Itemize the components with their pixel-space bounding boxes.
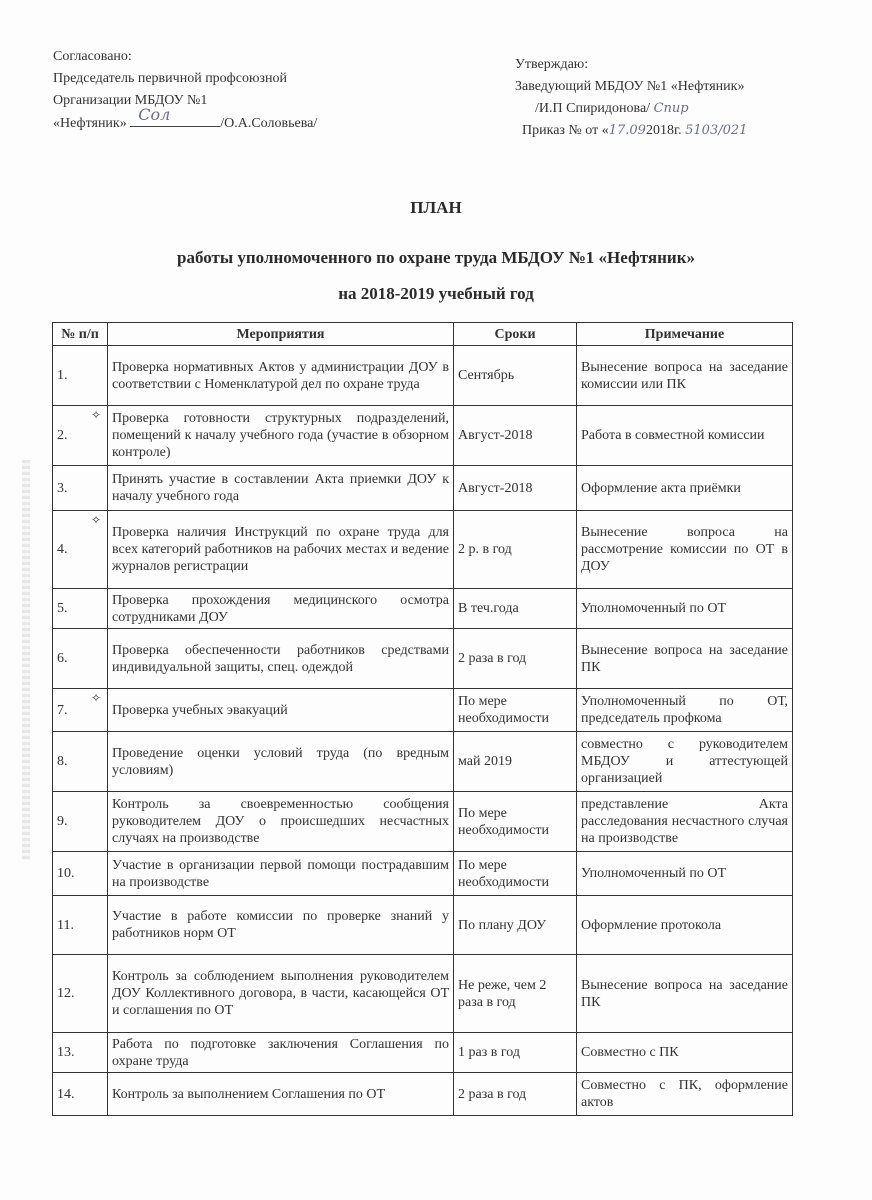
row-note [577,406,793,466]
document-subtitle: работы уполномоченного по охране труда МБДОУ №1 «Нефтяник» [177,248,695,267]
approval-right-line2: Заведующий МБДОУ №1 «Нефтяник» [515,79,745,94]
row-activity [108,955,454,1033]
row-number-text: 9. [57,814,68,829]
row-activity-text: Проверка обеспеченности работников средствами индивидуальной защиты, спец. одеждой [112,642,449,675]
table-body [53,346,793,1116]
row-activity [108,1073,454,1116]
row-note [577,511,793,589]
row-term-text: По мере необходимости [458,694,550,726]
row-term-text: По плану ДОУ [458,917,547,933]
row-activity [108,732,454,792]
row-term-text: Август-2018 [458,428,533,443]
table-row [53,629,793,689]
table-row [53,792,793,852]
row-number-text: 6. [57,651,68,666]
row-activity [108,466,454,511]
row-term [454,689,577,732]
row-note-text: Совместно с ПК [581,1045,679,1060]
row-note-text: Вынесение вопроса на заседание ПК [581,642,788,675]
header-activity: Мероприятия [108,323,454,346]
row-note [577,589,793,629]
row-term [454,955,577,1033]
row-number-text: 13. [57,1045,75,1060]
row-term [454,1073,577,1116]
approval-left-line3: Организации МБДОУ №1 [53,93,208,108]
row-number-text: 11. [57,917,74,933]
row-activity [108,896,454,955]
row-number [53,896,108,955]
row-term [454,852,577,896]
row-number-text: 14. [57,1086,75,1102]
row-number [53,466,108,511]
star-mark-icon: ✧ [90,408,101,422]
signature-left: Сол [138,105,171,124]
approval-right-name: /И.П Спиридонова/ [535,101,651,116]
row-term [454,589,577,629]
row-term-text: Август-2018 [458,480,533,496]
row-activity-text: Участие в организации первой помощи пострадавшим на производстве [112,857,449,890]
approval-right-line3 [515,98,747,120]
row-number-text: 1. [57,368,68,383]
approval-left-line1: Согласовано: [53,49,132,64]
document-title: ПЛАН [410,198,462,217]
row-term [454,511,577,589]
row-note [577,1073,793,1116]
table-row [53,346,793,406]
row-activity [108,346,454,406]
row-term [454,629,577,689]
row-note [577,1033,793,1073]
row-term-text: По мере необходимости [458,857,550,890]
approval-left-org: «Нефтяник» [53,116,127,131]
row-number [53,629,108,689]
document-period: на 2018-2019 учебный год [338,284,534,303]
row-term-text: Сентябрь [458,368,515,383]
approval-block-right [515,54,747,142]
header-number: № п/п [53,323,108,346]
row-term-text: По мере необходимости [458,805,550,838]
row-term [454,466,577,511]
row-number-text: 10. [57,866,75,881]
row-number-text: 8. [57,754,68,769]
row-activity-text: Контроль за соблюдением выполнения руководителем ДОУ Коллективного договора, в части, касающейся ОТ и соглашения по ОТ [112,969,449,1018]
row-number [53,406,108,466]
row-term [454,792,577,852]
row-note-text: Вынесение вопроса на заседание ПК [581,977,788,1010]
approval-left-line4 [53,105,318,135]
row-note-text: Вынесение вопроса на заседание комиссии или ПК [581,359,788,392]
row-activity-text: Контроль за своевременностью сообщения руководителем ДОУ о происшедших несчастных случаях на производстве [112,797,449,846]
row-activity [108,629,454,689]
row-activity-text: Проверка наличия Инструкций по охране труда для всех категорий работников на рабочих местах и ведение журналов регистрации [112,525,449,574]
row-note-text: Оформление акта приёмки [581,480,741,496]
table-row [53,732,793,792]
row-term-text: май 2019 [458,754,512,769]
row-note [577,852,793,896]
row-number-text: 5. [57,601,68,616]
row-number-text: 4. [57,542,68,557]
row-note [577,732,793,792]
table-row [53,896,793,955]
signature-right: Спир [653,101,689,116]
row-term [454,406,577,466]
row-activity [108,406,454,466]
header-note: Примечание [577,323,793,346]
approval-block-left [53,46,317,135]
row-number [53,1073,108,1116]
table-header-row [53,323,793,346]
order-handwritten-number: 5103/021 [685,123,748,138]
row-term-text: В теч.года [458,601,519,616]
row-number-text: 3. [57,480,68,496]
row-number [53,852,108,896]
row-number [53,511,108,589]
table-row [53,955,793,1033]
row-activity [108,589,454,629]
row-number [53,689,108,732]
row-note [577,629,793,689]
row-number [53,1033,108,1073]
table-row [53,406,793,466]
plan-table [52,322,793,1116]
row-activity [108,792,454,852]
row-note [577,689,793,732]
row-number-text: 2. [57,428,68,443]
binder-edge [22,460,30,860]
row-activity [108,689,454,732]
table-row [53,1033,793,1073]
row-term [454,732,577,792]
order-handwritten-date: 17.09 [608,123,646,138]
approval-right-line1: Утверждаю: [515,57,589,72]
row-activity-text: Работа по подготовке заключения Соглашения по охране труда [112,1036,449,1069]
approval-left-line2: Председатель первичной профсоюзной [53,71,287,86]
table-row [53,511,793,589]
row-term-text: 1 раз в год [458,1045,520,1060]
approval-left-name: /О.А.Соловьева/ [220,116,318,131]
star-mark-icon: ✧ [90,691,101,705]
row-note-text: Уполномоченный по ОТ [581,601,726,616]
row-activity [108,1033,454,1073]
row-note-text: Вынесение вопроса на рассмотрение комиссии по ОТ в ДОУ [581,525,788,574]
row-note [577,955,793,1033]
row-activity-text: Проверка прохождения медицинского осмотра сотрудниками ДОУ [112,592,449,625]
row-term-text: 2 раза в год [458,1086,527,1102]
header-term: Сроки [454,323,577,346]
table-row [53,852,793,896]
row-term [454,346,577,406]
approval-right-line4 [515,120,747,142]
star-mark-icon: ✧ [90,513,101,527]
row-number-text: 12. [57,986,75,1001]
row-activity [108,852,454,896]
row-number [53,589,108,629]
row-note-text: Уполномоченный по ОТ [581,866,726,881]
table-row [53,689,793,732]
row-number-text: 7. [57,702,68,718]
row-activity-text: Контроль за выполнением Соглашения по ОТ [112,1086,386,1102]
row-term-text: 2 р. в год [458,542,512,557]
row-number [53,732,108,792]
row-activity-text: Проверка нормативных Актов у администрации ДОУ в соответствии с Номенклатурой дел по охране труда [112,359,449,392]
table-row [53,1073,793,1116]
row-note [577,346,793,406]
signature-line-left [130,105,220,127]
row-note [577,896,793,955]
table-row [53,589,793,629]
row-activity-text: Принять участие в составлении Акта приемки ДОУ к началу учебного года [112,472,449,504]
row-note-text: представление Акта расследования несчастного случая на производстве [581,797,788,846]
row-number [53,955,108,1033]
row-note [577,466,793,511]
row-note-text: совместно с руководителем МБДОУ и аттестующей организацией [581,737,788,786]
table-row [53,466,793,511]
row-term [454,1033,577,1073]
row-note-text: Оформление протокола [581,917,722,933]
row-note-text: Совместно с ПК, оформление актов [581,1078,788,1110]
row-term-text: Не реже, чем 2 раза в год [458,977,547,1010]
row-note [577,792,793,852]
row-activity-text: Проведение оценки условий труда (по вредным условиям) [112,745,449,778]
row-activity-text: Проверка учебных эвакуаций [112,702,288,718]
row-activity-text: Участие в работе комиссии по проверке знаний у работников норм ОТ [112,909,449,941]
row-number [53,792,108,852]
order-prefix: Приказ № от « [522,123,609,138]
row-note-text: Уполномоченный по ОТ, председатель профкома [581,694,788,726]
order-year: 2018г. [645,123,682,138]
row-term [454,896,577,955]
row-number [53,346,108,406]
row-note-text: Работа в совместной комиссии [581,428,765,443]
row-term-text: 2 раза в год [458,651,527,666]
row-activity [108,511,454,589]
row-activity-text: Проверка готовности структурных подразделений, помещений к началу учебного года (участие в обзорном контроле) [112,411,449,460]
